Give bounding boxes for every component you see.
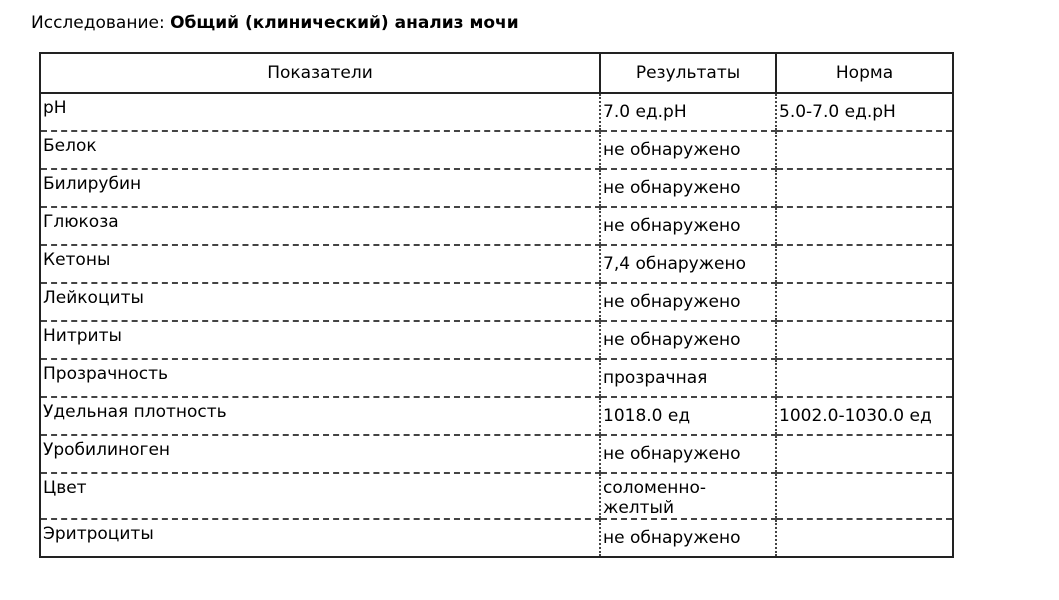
indicator-name: Нитриты <box>40 321 600 359</box>
table-row <box>40 283 953 321</box>
table-row <box>40 473 953 519</box>
table-row <box>40 359 953 397</box>
indicator-norm <box>776 245 953 283</box>
table-header-row <box>40 53 953 93</box>
results-table <box>39 52 954 558</box>
indicator-result: не обнаружено <box>600 519 776 557</box>
indicator-norm <box>776 169 953 207</box>
study-name: Общий (клинический) анализ мочи <box>170 13 519 33</box>
study-title <box>31 12 519 34</box>
indicator-norm <box>776 131 953 169</box>
indicator-norm: 5.0-7.0 ед.pH <box>776 93 953 131</box>
indicator-norm: 1002.0-1030.0 ед <box>776 397 953 435</box>
indicator-norm <box>776 207 953 245</box>
indicator-norm <box>776 435 953 473</box>
indicator-name: Цвет <box>40 473 600 519</box>
table-row <box>40 245 953 283</box>
column-header-indicators: Показатели <box>40 53 600 93</box>
indicator-result: не обнаружено <box>600 207 776 245</box>
indicator-result: 7,4 обнаружено <box>600 245 776 283</box>
table-row <box>40 519 953 557</box>
indicator-name: Билирубин <box>40 169 600 207</box>
indicator-name: Кетоны <box>40 245 600 283</box>
indicator-result: соломенно-желтый <box>600 473 776 519</box>
column-header-norm: Норма <box>776 53 953 93</box>
indicator-norm <box>776 321 953 359</box>
table-row <box>40 397 953 435</box>
indicator-norm <box>776 519 953 557</box>
column-header-results: Результаты <box>600 53 776 93</box>
indicator-name: Уробилиноген <box>40 435 600 473</box>
indicator-result: 7.0 ед.pH <box>600 93 776 131</box>
indicator-norm <box>776 283 953 321</box>
indicator-result: не обнаружено <box>600 435 776 473</box>
indicator-norm <box>776 473 953 519</box>
table-row <box>40 207 953 245</box>
indicator-result: прозрачная <box>600 359 776 397</box>
indicator-name: Эритроциты <box>40 519 600 557</box>
indicator-result: не обнаружено <box>600 321 776 359</box>
indicator-name: Удельная плотность <box>40 397 600 435</box>
indicator-name: pH <box>43 98 67 118</box>
indicator-result: не обнаружено <box>600 131 776 169</box>
table-row <box>40 93 953 131</box>
table-row <box>40 321 953 359</box>
indicator-name: Лейкоциты <box>40 283 600 321</box>
indicator-norm <box>776 359 953 397</box>
indicator-name: Прозрачность <box>40 359 600 397</box>
table-row <box>40 131 953 169</box>
indicator-result: 1018.0 ед <box>600 397 776 435</box>
study-title-prefix: Исследование: <box>31 13 171 33</box>
indicator-name: Глюкоза <box>40 207 600 245</box>
table-row <box>40 435 953 473</box>
indicator-result: не обнаружено <box>600 169 776 207</box>
indicator-result: не обнаружено <box>600 283 776 321</box>
indicator-name: Белок <box>40 131 600 169</box>
table-row <box>40 169 953 207</box>
